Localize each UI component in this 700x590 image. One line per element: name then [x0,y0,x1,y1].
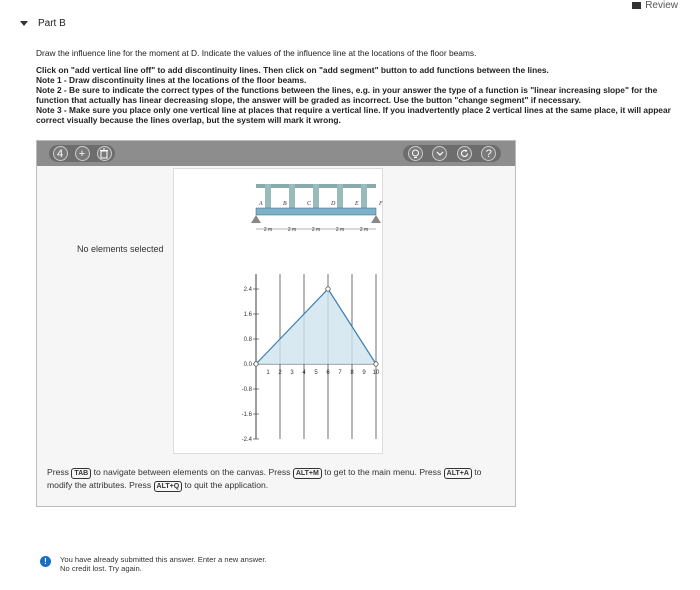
floor-beam [361,184,367,208]
help-button[interactable]: ? [481,146,496,161]
node-label: E [355,201,359,207]
toolbar-left-group [49,145,115,162]
toolbar-right-group [403,145,501,162]
x-tick-label: 8 [350,370,354,376]
y-tick-label: -1.6 [241,412,252,418]
drawing-canvas[interactable] [173,168,383,454]
alert-icon: ! [40,556,51,567]
instruction-lead: Draw the influence line for the moment at D. Indicate the values of the influence line at the locations of the floor beams. [36,48,477,58]
keyboard-help [47,466,507,492]
lightbulb-icon [411,149,420,159]
x-tick-label: 7 [338,370,342,376]
refresh-icon [460,149,469,158]
alt-m-key: ALT+M [293,468,322,479]
node-label: F [379,201,383,207]
span-label: 2 m [359,227,369,233]
reset-button[interactable] [457,146,472,161]
add-segment-button[interactable]: + [75,146,90,161]
y-tick-label: -0.8 [241,387,252,393]
drawing-application [36,140,516,507]
chevron-down-icon [436,151,444,157]
x-tick-label: 2 [278,370,282,376]
floor-beam [289,184,295,208]
x-tick-label: 1 [266,370,270,376]
delete-button[interactable] [97,146,112,161]
data-point [374,362,378,366]
floor-beam [265,184,271,208]
review-label: Review [645,0,678,11]
help-press-1: Press [47,467,69,477]
span-label: 2 m [287,227,297,233]
node-label: A [259,201,263,207]
part-title: Part B [38,18,66,29]
data-point [254,362,258,366]
y-tick-label: 2.4 [243,287,252,293]
x-tick-label: 5 [314,370,318,376]
x-tick-label: 4 [302,370,306,376]
part-b-header[interactable] [20,18,66,29]
x-tick-label: 3 [290,370,294,376]
y-tick-label: 0.0 [243,362,252,368]
node-label: C [307,201,312,207]
hint-button[interactable] [408,146,423,161]
instruction-note1: Note 1 - Draw discontinuity lines at the locations of the floor beams. [36,75,307,85]
node-label: D [331,201,336,207]
alt-q-key: ALT+Q [154,481,183,492]
span-label: 2 m [263,227,273,233]
review-icon [632,2,641,9]
y-tick-label: 1.6 [243,312,252,318]
y-tick-label: -2.4 [241,437,252,443]
data-point [326,287,330,291]
x-tick-label: 9 [362,370,366,376]
x-tick-label: 10 [372,370,380,376]
instruction-click: Click on "add vertical line off" to add discontinuity lines. Then click on "add segment" button to add functions between the lines. [36,65,549,75]
influence-area [256,289,376,364]
menu-dropdown-button[interactable] [432,146,447,161]
help-text-3: to modify the attributes. Press [47,467,482,490]
add-vertical-line-button[interactable]: 4 [53,146,68,161]
floor-beam [313,184,319,208]
span-label: 2 m [335,227,345,233]
influence-line-plot[interactable] [174,169,382,453]
alt-a-key: ALT+A [444,468,472,479]
feedback-message [40,555,267,573]
trash-icon [100,149,108,158]
span-label: 2 m [311,227,321,233]
y-tick-label: 0.8 [243,337,252,343]
tab-key: TAB [71,468,91,479]
feedback-line-2: No credit lost. Try again. [60,564,142,573]
toolbar [37,141,515,166]
instructions [36,48,676,125]
help-text-2: to get to the main menu. Press [324,467,442,477]
pin-support-icon [251,215,261,223]
feedback-line-1: You have already submitted this answer. Enter a new answer. [60,555,267,564]
floor-beam [337,184,343,208]
x-tick-label: 6 [326,370,330,376]
selection-status: No elements selected [77,244,164,254]
stringer [256,208,376,215]
instruction-note2: Note 2 - Be sure to indicate the correct types of the functions between the lines, e.g. in your answer the type of a function is "linear increasing slope" for the function that actually has linear decreasing slope, the answer will be graded as incorrect. Use the button "change segment" if necessary. [36,85,658,105]
help-text-4: to quit the application. [184,480,269,490]
instruction-note3: Note 3 - Make sure you place only one vertical line at places that require a vertical line. If you inadvertently place 2 vertical lines at the same place, it will appear correct visually because the lines overlap, but the system will mark it wrong. [36,105,671,125]
review-link[interactable] [632,0,678,11]
beam-diagram [251,184,383,233]
collapse-caret-icon[interactable] [20,21,28,26]
help-text-1: to navigate between elements on the canvas. Press [93,467,291,477]
node-label: B [283,201,287,207]
roller-support-icon [371,215,381,223]
